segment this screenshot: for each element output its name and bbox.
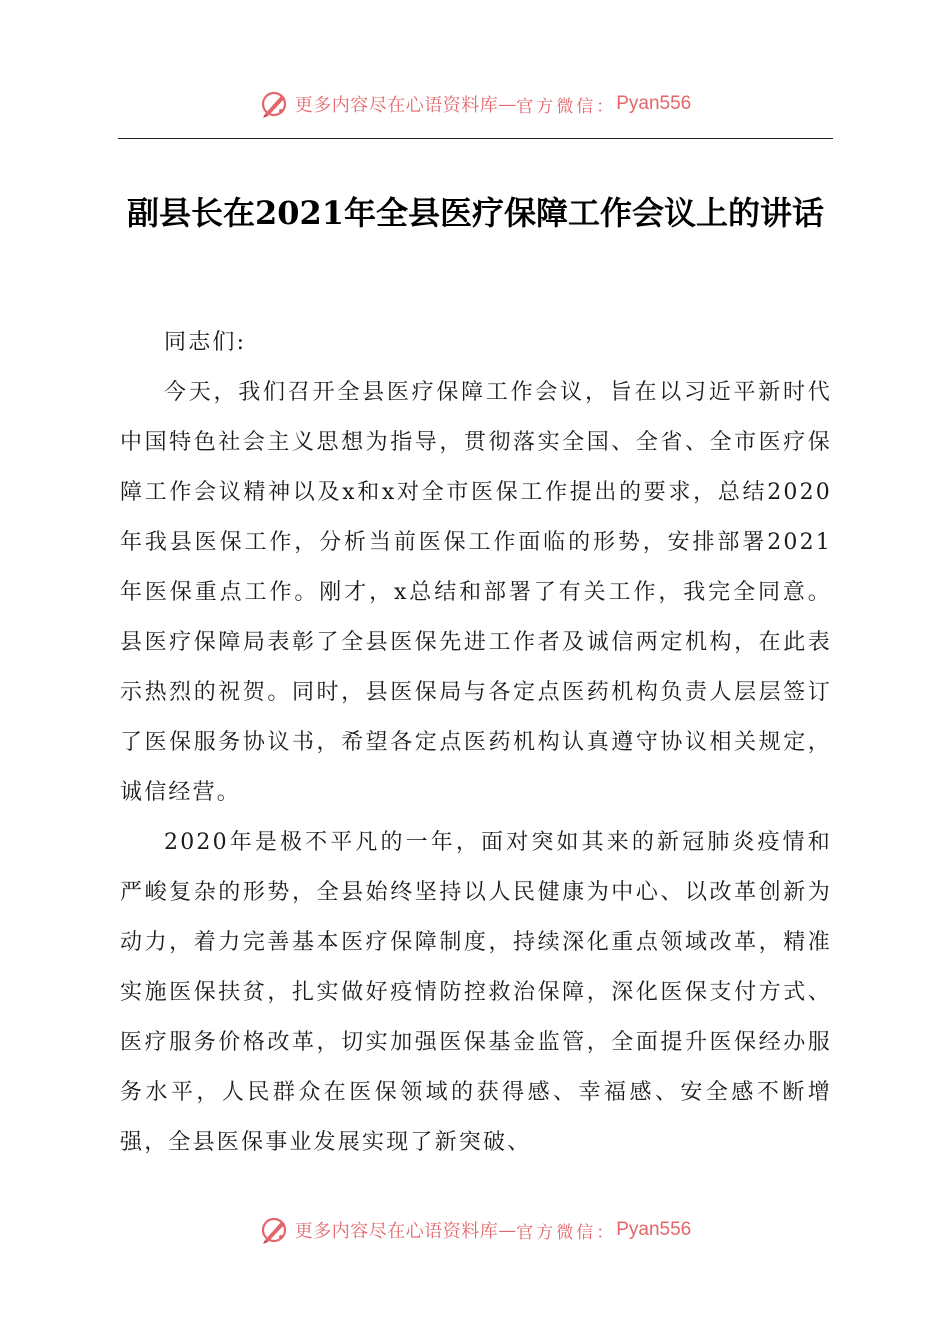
watermark-wechat-label: 官方微信： (516, 96, 617, 117)
document-body (120, 318, 832, 1168)
salutation: 同志们: (164, 330, 247, 355)
watermark-wechat-label: 官方微信： (516, 1222, 617, 1243)
paragraph: 今天，我们召开全县医疗保障工作会议，旨在以习近平新时代中国特色社会主义思想为指导，贯彻落实全国、全省、全市医疗保障工作会议精神以及x和x对全市医保工作提出的要求，总结2020年我县医保工作，分析当前医保工作面临的形势，安排部署2021年医保重点工作。刚才，x总结和部署了有关工作，我完全同意。县医疗保障局表彰了全县医保先进工作者及诚信两定机构，在此表示热烈的祝贺。同时，县医保局与各定点医药机构负责人层层签订了医保服务协议书，希望各定点医药机构认真遵守协议相关规定，诚信经营。 (120, 380, 832, 805)
document-title: 副县长在2021年全县医疗保障工作会议上的讲话 (126, 194, 825, 232)
watermark-site-name: 更多内容尽在心语资料库 (294, 1221, 499, 1242)
watermark-wechat-handle: Pyan556 (616, 1219, 692, 1240)
paragraph: 2020年是极不平凡的一年，面对突如其来的新冠肺炎疫情和严峻复杂的形势，全县始终坚持以人民健康为中心、以改革创新为动力，着力完善基本医疗保障制度，持续深化重点领域改革，精准实施医保扶贫，扎实做好疫情防控救治保障，深化医保支付方式、医疗服务价格改革，切实加强医保基金监管，全面提升医保经办服务水平，人民群众在医保领域的获得感、幸福感、安全感不断增强，全县医保事业发展实现了新突破、 (120, 830, 832, 1155)
watermark-dash: — (498, 93, 517, 115)
footer-watermark (0, 1210, 950, 1250)
header-divider (118, 138, 833, 139)
pen-logo-icon (259, 89, 289, 119)
header-watermark (0, 84, 950, 124)
watermark-site-name: 更多内容尽在心语资料库 (294, 95, 499, 116)
watermark-wechat-handle: Pyan556 (616, 93, 692, 114)
pen-logo-icon (259, 1215, 289, 1245)
watermark-dash: — (498, 1219, 517, 1241)
